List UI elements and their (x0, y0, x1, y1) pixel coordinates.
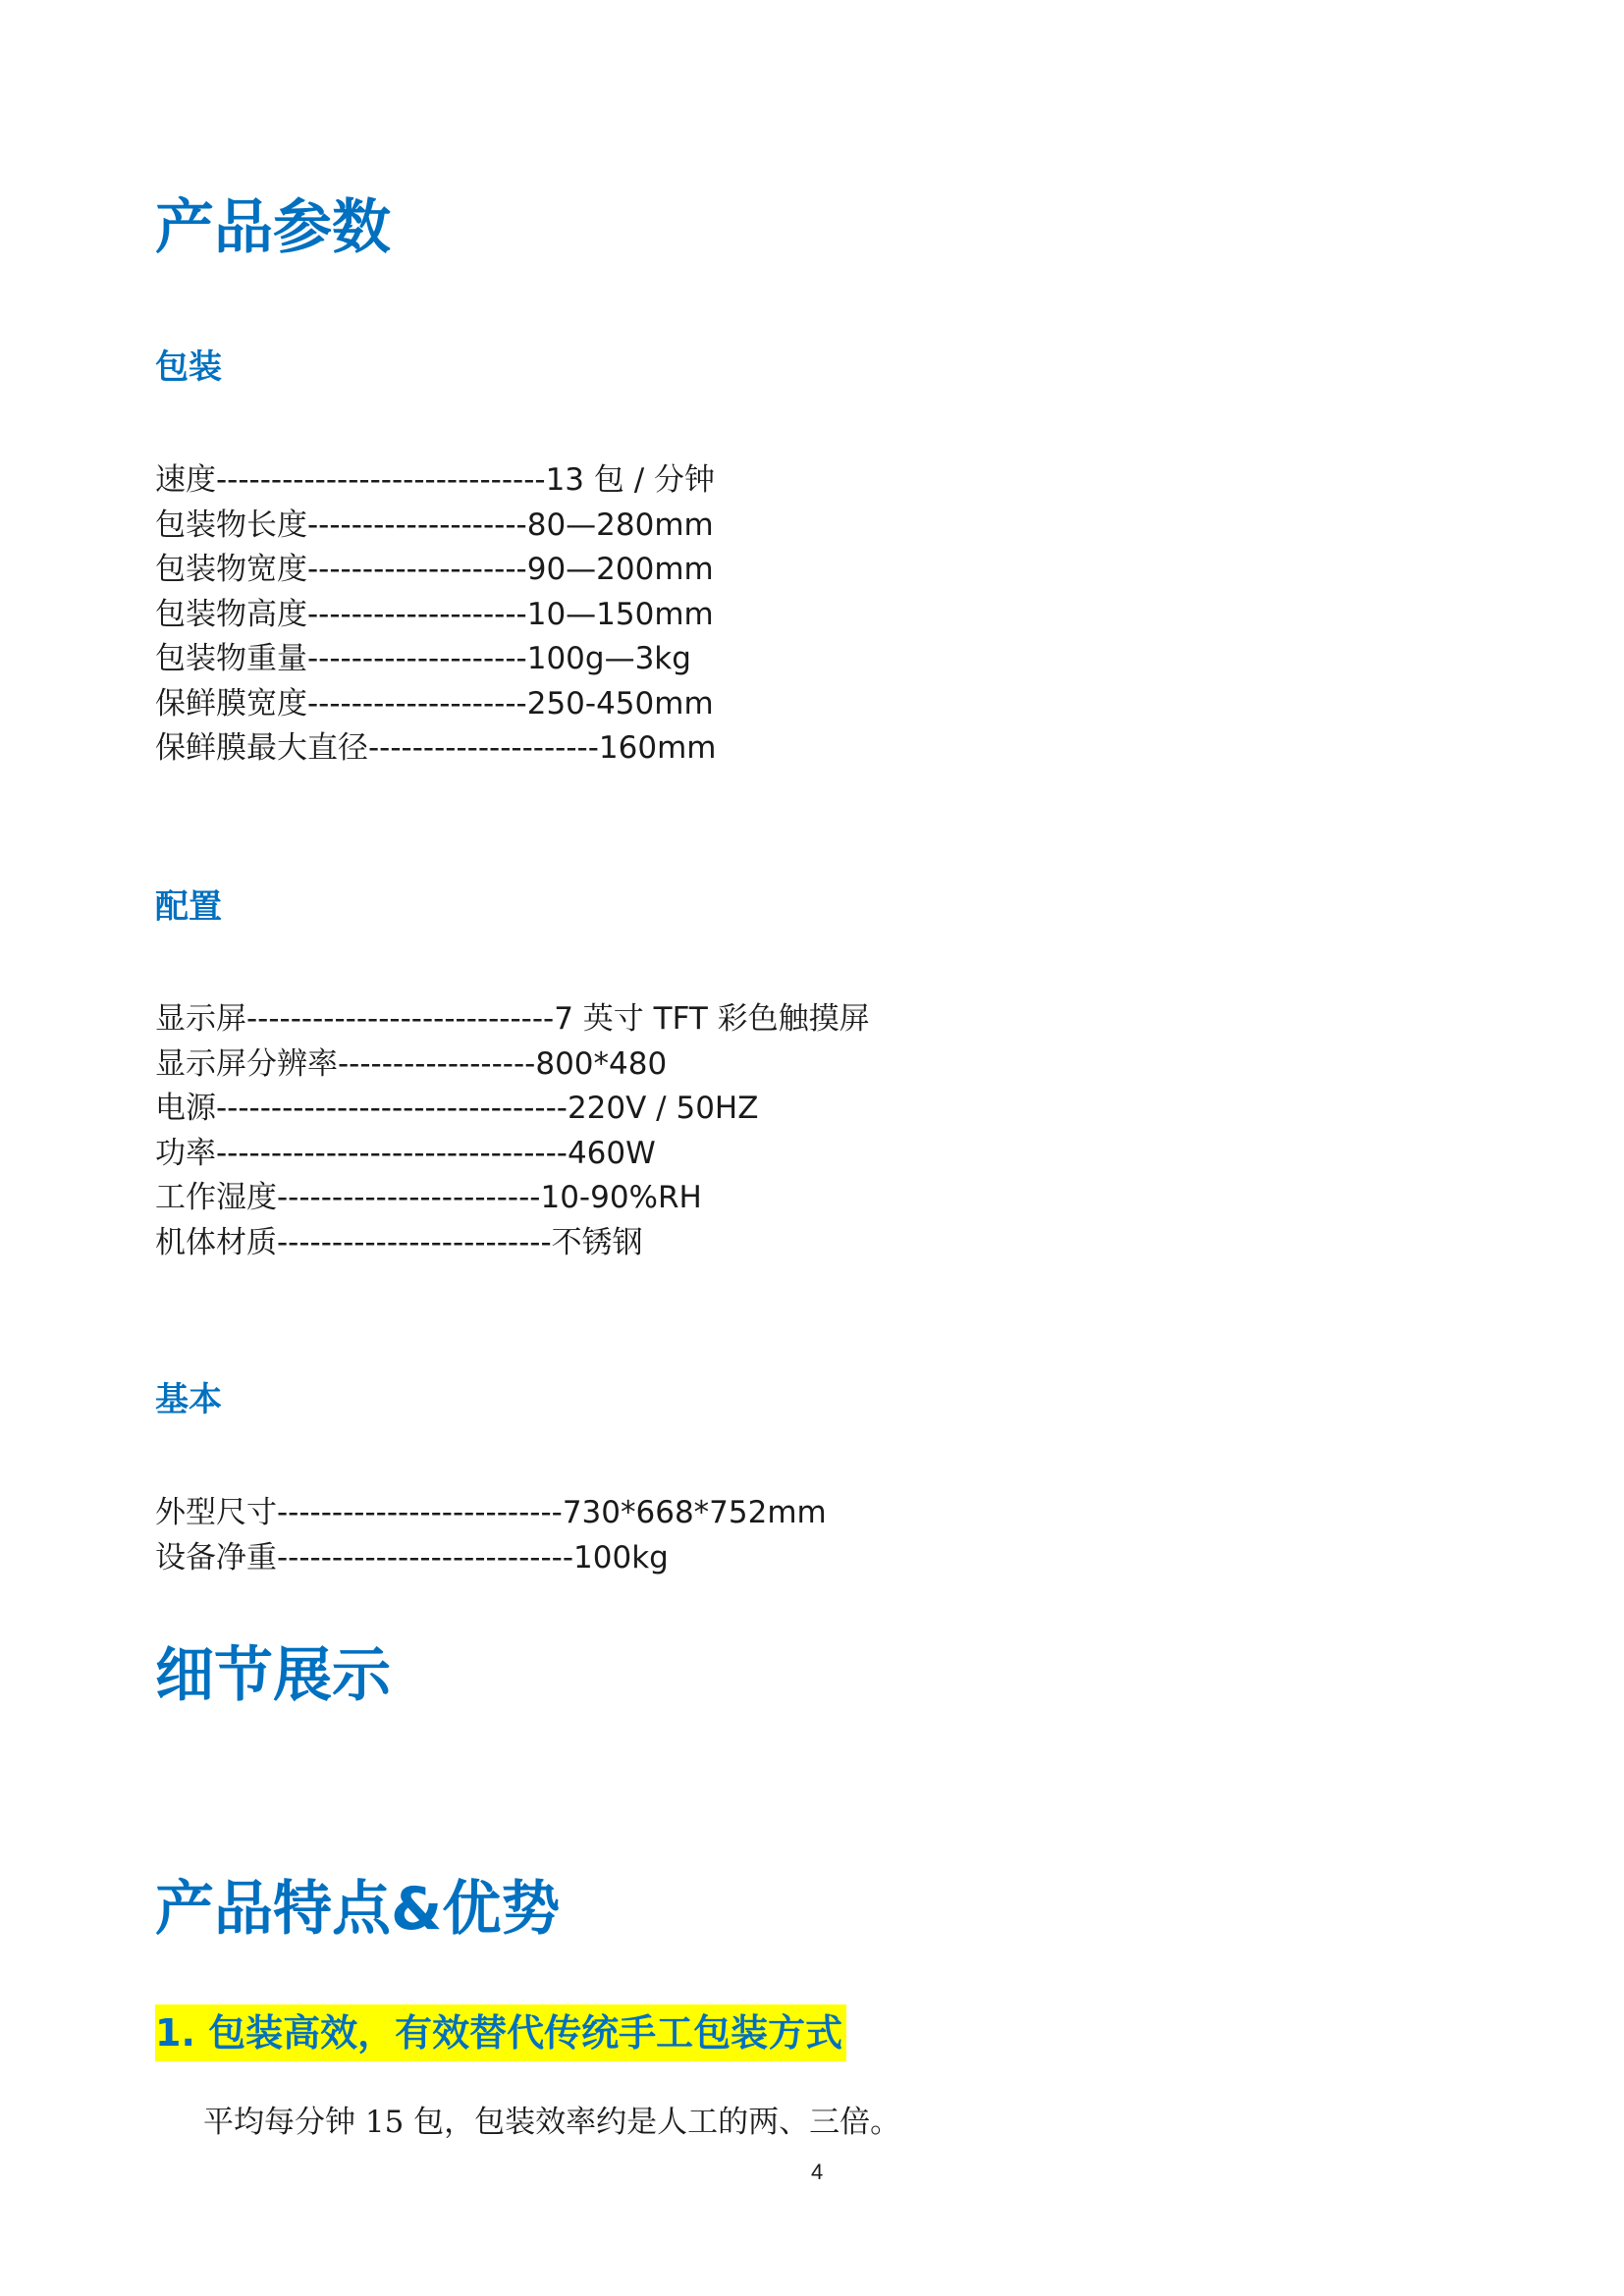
spec-row: 显示屏分辨率------------------800*480 (155, 1045, 668, 1082)
section-title-features: 产品特点&优势 (155, 1875, 561, 1944)
section-title-params: 产品参数 (155, 193, 391, 262)
subsection-title-config: 配置 (155, 887, 222, 927)
spec-row: 外型尺寸--------------------------730*668*752mm (155, 1495, 827, 1530)
packaging-spec-list (155, 458, 716, 772)
spec-row: 包装物宽度--------------------90—200mm (155, 552, 714, 587)
basic-spec-list (155, 1491, 827, 1580)
spec-row: 保鲜膜宽度--------------------250-450mm (155, 685, 714, 721)
feature-description: 平均每分钟 15 包，包装效率约是人工的两、三倍。 (203, 2105, 901, 2140)
spec-row: 工作湿度------------------------10-90%RH (155, 1180, 702, 1215)
feature-heading-highlighted: 1. 包装高效，有效替代传统手工包装方式 (155, 2004, 846, 2061)
spec-row: 包装物重量--------------------100g—3kg (155, 641, 691, 676)
spec-row: 电源--------------------------------220V / 50HZ (155, 1091, 759, 1126)
subsection-title-basic: 基本 (155, 1380, 222, 1419)
spec-row: 包装物高度--------------------10—150mm (155, 596, 714, 632)
config-spec-list (155, 997, 870, 1265)
subsection-title-packaging: 包装 (155, 347, 222, 387)
spec-row: 保鲜膜最大直径---------------------160mm (155, 730, 717, 766)
page-number: 4 (811, 2160, 824, 2184)
spec-row: 功率--------------------------------460W (155, 1135, 656, 1171)
spec-row: 机体材质-------------------------不锈钢 (155, 1224, 643, 1260)
spec-row: 设备净重---------------------------100kg (155, 1539, 669, 1575)
section-title-details: 细节展示 (155, 1641, 391, 1710)
spec-row: 显示屏----------------------------7 英寸 TFT 彩色触摸屏 (155, 1001, 870, 1037)
spec-row: 包装物长度--------------------80—280mm (155, 507, 714, 543)
spec-row: 速度------------------------------13 包 / 分钟 (155, 462, 716, 498)
